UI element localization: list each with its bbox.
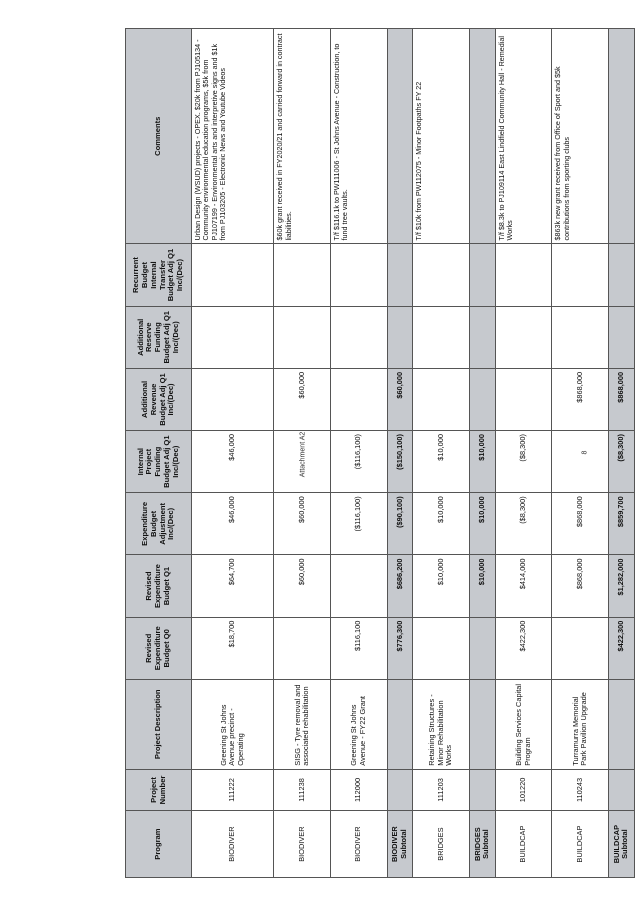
- table-row: [413, 29, 470, 878]
- header-revised-q0: Revised Expenditure Budget Q0: [126, 617, 192, 679]
- attachment-label: Attachment A2: [299, 431, 307, 478]
- empty-cell: [387, 244, 413, 306]
- table-row: [330, 29, 387, 878]
- empty-cell: [469, 306, 495, 368]
- table-row: [274, 29, 331, 878]
- cell-adjustment: $60,000: [274, 493, 331, 555]
- header-internal-funding: Internal Project Funding Budget Adj Q1 Inc/(Dec): [126, 431, 192, 493]
- cell-adjustment: $868,000: [552, 493, 609, 555]
- cell-project-number: 111222: [192, 769, 274, 810]
- cell-revenue: [413, 368, 470, 430]
- cell-comments: T/f $116.1k to PW111006 - St Johns Avenue - Construction, to fund tree vaults.: [330, 29, 387, 244]
- cell-internal: ($116,100): [330, 431, 387, 493]
- subtotal-internal: ($8,300): [608, 431, 634, 493]
- empty-cell: [608, 29, 634, 244]
- cell-reserve: [192, 306, 274, 368]
- cell-recurrent: [274, 244, 331, 306]
- cell-project-description: Building Services Capital Program: [495, 679, 552, 769]
- subtotal-label: BRIDGES Subtotal: [469, 811, 495, 878]
- cell-project-number: 101220: [495, 769, 552, 810]
- cell-program: BIODIVER: [192, 811, 274, 878]
- cell-reserve: [274, 306, 331, 368]
- empty-cell: [608, 769, 634, 810]
- empty-cell: [387, 306, 413, 368]
- table-row: [552, 29, 609, 878]
- cell-reserve: [413, 306, 470, 368]
- header-comments: Comments: [126, 29, 192, 244]
- cell-revised-q0: [274, 617, 331, 679]
- header-project-number: Project Number: [126, 769, 192, 810]
- cell-revenue: $868,000: [552, 368, 609, 430]
- header-expenditure-adjustment: Expenditure Budget Adjustment Inc/(Dec): [126, 493, 192, 555]
- empty-cell: [608, 306, 634, 368]
- cell-comments: $60k grant received in FY2020/21 and carried forward in contract liabilities.: [274, 29, 331, 244]
- cell-program: BIODIVER: [330, 811, 387, 878]
- subtotal-adjustment: ($90,100): [387, 493, 413, 555]
- empty-cell: [387, 769, 413, 810]
- empty-cell: [608, 244, 634, 306]
- cell-recurrent: [552, 244, 609, 306]
- cell-adjustment: $46,000: [192, 493, 274, 555]
- subtotal-internal: ($150,100): [387, 431, 413, 493]
- header-revised-q1: Revised Expenditure Budget Q1: [126, 555, 192, 617]
- cell-revised-q1: $414,000: [495, 555, 552, 617]
- cell-revised-q0: [413, 617, 470, 679]
- cell-comments: T/f $10k from PW112075 - Minor Footpaths FY 22: [413, 29, 470, 244]
- cell-revised-q1: $10,000: [413, 555, 470, 617]
- cell-revised-q1: $868,000: [552, 555, 609, 617]
- budget-adjustment-table: [125, 28, 635, 878]
- cell-reserve: [495, 306, 552, 368]
- cell-program: BRIDGES: [413, 811, 470, 878]
- cell-comments: Urban Design (WSUD) projects - OPEX. $20k from PJ105134 - Community environmental education programs, $5k from PJ107199 - Environmental arts and interpretive signs and $1k from PJ103205 - Electronic News and Youtube Videos: [192, 29, 274, 244]
- subtotal-internal: $10,000: [469, 431, 495, 493]
- subtotal-revised-q1: $10,000: [469, 555, 495, 617]
- table-row: [495, 29, 552, 878]
- cell-internal: ($8,300): [495, 431, 552, 493]
- subtotal-revised-q0: [469, 617, 495, 679]
- cell-revised-q1: $64,700: [192, 555, 274, 617]
- cell-project-description: Turramurra Memorial Park Pavilion Upgrade: [552, 679, 609, 769]
- cell-internal: $46,000: [192, 431, 274, 493]
- subtotal-revised-q0: $422,300: [608, 617, 634, 679]
- header-program: Program: [126, 811, 192, 878]
- cell-project-number: 111203: [413, 769, 470, 810]
- cell-revenue: [330, 368, 387, 430]
- subtotal-revised-q1: $1,282,000: [608, 555, 634, 617]
- cell-project-number: 112000: [330, 769, 387, 810]
- cell-adjustment: ($116,100): [330, 493, 387, 555]
- cell-recurrent: [413, 244, 470, 306]
- cell-revenue: [192, 368, 274, 430]
- subtotal-revised-q1: $686,200: [387, 555, 413, 617]
- cell-revised-q0: $116,100: [330, 617, 387, 679]
- cell-revised-q0: [552, 617, 609, 679]
- cell-program: BIODIVER: [274, 811, 331, 878]
- cell-recurrent: [495, 244, 552, 306]
- empty-cell: [387, 29, 413, 244]
- cell-recurrent: [330, 244, 387, 306]
- empty-cell: [469, 244, 495, 306]
- cell-revised-q1: $60,000: [274, 555, 331, 617]
- cell-project-description: Greening St Johns Avenue precinct - Operating: [192, 679, 274, 769]
- budget-table-frame: [125, 28, 635, 878]
- subtotal-label: BUILDCAP Subtotal: [608, 811, 634, 878]
- cell-comments: $863k new grant received from Office of Sport and $5k contributions from sporting clubs: [552, 29, 609, 244]
- cell-recurrent: [192, 244, 274, 306]
- cell-project-number: 111238: [274, 769, 331, 810]
- header-additional-reserve: Additional Reserve Funding Budget Adj Q1 Inc/(Dec): [126, 306, 192, 368]
- cell-revenue: [495, 368, 552, 430]
- cell-internal: $10,000: [413, 431, 470, 493]
- empty-cell: [469, 769, 495, 810]
- cell-reserve: [552, 306, 609, 368]
- subtotal-revenue: $60,000: [387, 368, 413, 430]
- cell-project-number: 110243: [552, 769, 609, 810]
- table-row: [192, 29, 274, 878]
- subtotal-revised-q0: $776,300: [387, 617, 413, 679]
- subtotal-adjustment: $859,700: [608, 493, 634, 555]
- empty-cell: [387, 679, 413, 769]
- cell-internal: [274, 431, 331, 493]
- subtotal-label: BIODIVER Subtotal: [387, 811, 413, 878]
- empty-cell: [608, 679, 634, 769]
- header-additional-revenue: Additional Revenue Budget Adj Q1 Inc/(Dec): [126, 368, 192, 430]
- subtotal-row-biodiver: [387, 29, 413, 878]
- cell-program: BUILDCAP: [495, 811, 552, 878]
- cell-program: BUILDCAP: [552, 811, 609, 878]
- cell-project-description: Greening St Johns Avenue - FY22 Grant: [330, 679, 387, 769]
- cell-project-description: SISG - Tyre removal and associated rehabilitation: [274, 679, 331, 769]
- empty-cell: [469, 29, 495, 244]
- cell-revised-q1: [330, 555, 387, 617]
- cell-adjustment: $10,000: [413, 493, 470, 555]
- subtotal-adjustment: $10,000: [469, 493, 495, 555]
- subtotal-revenue: $868,000: [608, 368, 634, 430]
- cell-revenue: $60,000: [274, 368, 331, 430]
- cell-revised-q0: $422,300: [495, 617, 552, 679]
- page-number: 8: [581, 450, 589, 455]
- cell-project-description: Retaining Structures - Minor Rehabilitation Works: [413, 679, 470, 769]
- cell-internal: [552, 431, 609, 493]
- subtotal-row-buildcap: [608, 29, 634, 878]
- cell-reserve: [330, 306, 387, 368]
- header-project-description: Project Description: [126, 679, 192, 769]
- subtotal-row-bridges: [469, 29, 495, 878]
- empty-cell: [469, 368, 495, 430]
- header-recurrent-transfer: Recurrent Budget Internal Transfer Budget Adj Q1 Inc/(Dec): [126, 244, 192, 306]
- cell-comments: T/f $8.3k to PJ109114 East Lindfield Community Hall - Remedial Works: [495, 29, 552, 244]
- cell-revised-q0: $18,700: [192, 617, 274, 679]
- cell-adjustment: ($8,300): [495, 493, 552, 555]
- empty-cell: [469, 679, 495, 769]
- table-header-row: [126, 29, 192, 878]
